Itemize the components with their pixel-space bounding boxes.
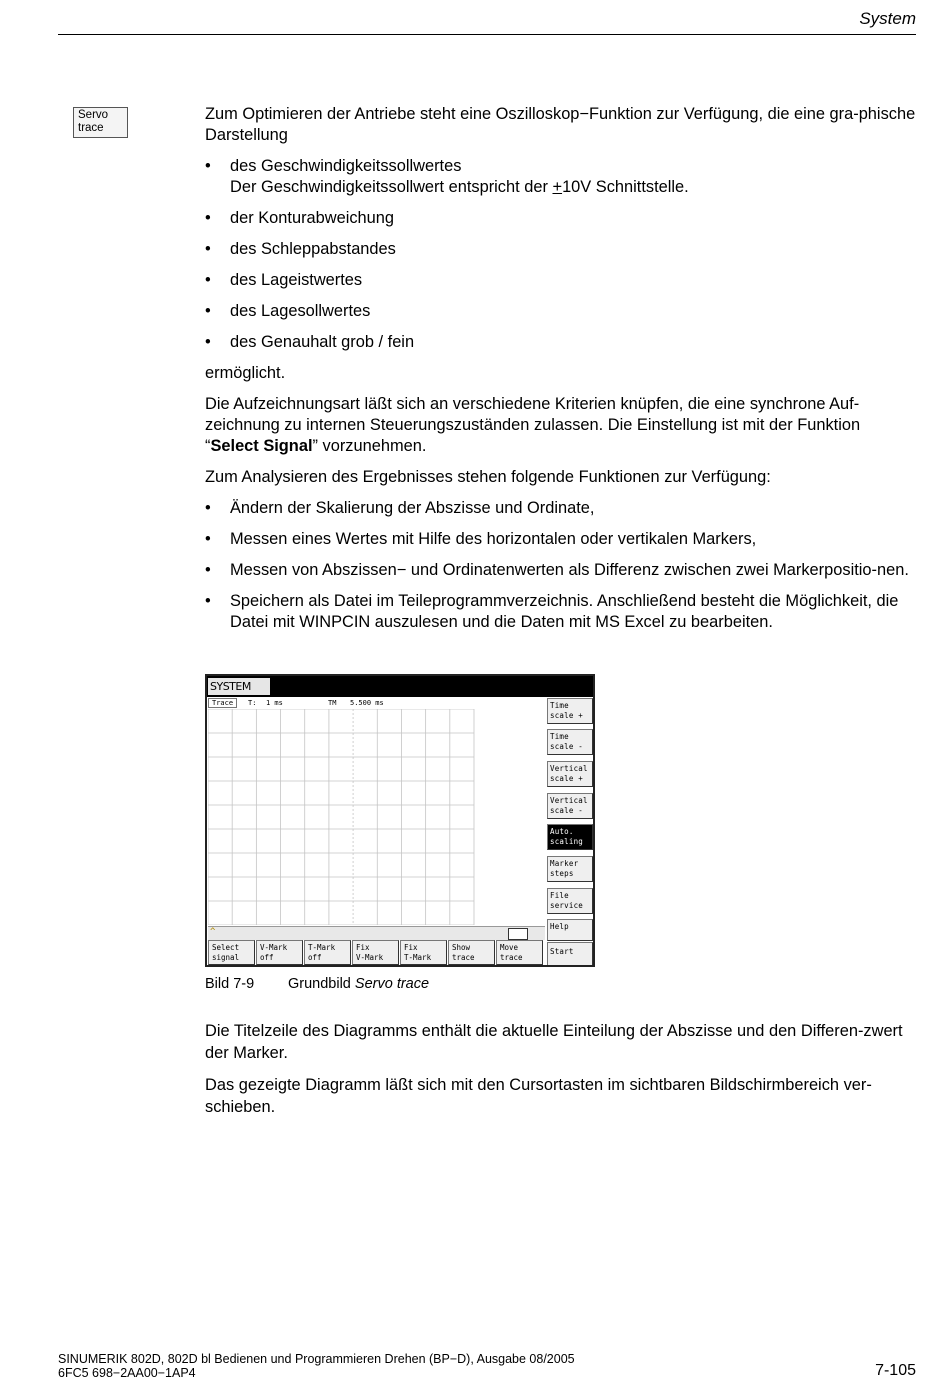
marker-steps-softkey[interactable] bbox=[547, 856, 593, 882]
select-signal-term: Select Signal bbox=[210, 437, 313, 455]
subtext-part: Der Geschwindigkeitssollwert entspricht der bbox=[230, 178, 553, 196]
screen-status-strip bbox=[208, 926, 545, 940]
cursor-paragraph: Das gezeigte Diagramm läßt sich mit den Cursortasten im sichtbaren Bildschirmbereich ver-schieben. bbox=[205, 1076, 872, 1116]
trace-grid bbox=[208, 709, 545, 925]
recording-paragraph bbox=[205, 394, 917, 457]
screen-title: SYSTEM bbox=[208, 678, 270, 695]
section-title: System bbox=[859, 9, 916, 28]
page-number: 7-105 bbox=[875, 1362, 916, 1379]
list-item-subtext bbox=[230, 177, 917, 198]
badge-line-2: trace bbox=[78, 122, 104, 134]
fix-v-mark-softkey[interactable] bbox=[352, 940, 399, 965]
tm-value: 5.500 ms bbox=[350, 699, 384, 707]
analysis-paragraph: Zum Analysieren des Ergebnisses stehen folgende Funktionen zur Verfügung: bbox=[205, 468, 771, 486]
paragraph-part: ” vorzunehmen. bbox=[312, 437, 427, 455]
softkey-line: T-Mark bbox=[404, 953, 432, 962]
softkey-line: service bbox=[550, 901, 584, 910]
vertical-scale-minus-softkey[interactable] bbox=[547, 793, 593, 819]
softkey-line: Marker bbox=[550, 859, 579, 868]
softkey-line: scale + bbox=[550, 774, 584, 783]
footer-line-2: 6FC5 698−2AA00−1AP4 bbox=[58, 1366, 196, 1380]
t-mark-off-softkey[interactable] bbox=[304, 940, 351, 965]
softkey-line: Show bbox=[452, 943, 471, 952]
softkey-line: Vertical bbox=[550, 796, 588, 805]
softkey-line: Help bbox=[550, 922, 569, 931]
softkey-line: Move bbox=[500, 943, 519, 952]
softkey-line: Start bbox=[550, 947, 574, 956]
auto-scaling-softkey[interactable] bbox=[547, 824, 593, 850]
help-softkey[interactable] bbox=[547, 919, 593, 941]
softkey-line: scale - bbox=[550, 742, 584, 751]
time-scale-minus-softkey[interactable] bbox=[547, 729, 593, 755]
softkey-line: File bbox=[550, 891, 569, 900]
show-trace-softkey[interactable] bbox=[448, 940, 495, 965]
list-item: • der Konturabweichung bbox=[205, 208, 917, 229]
softkey-line: trace bbox=[452, 953, 475, 962]
list-item: • des Lageistwertes bbox=[205, 270, 917, 291]
footer-document-info bbox=[58, 1352, 575, 1380]
paragraph-part: Die Aufzeichnungsart läßt sich an verschiedene Kriterien knüpfen, die eine synchrone Auf-zeichnung zu internen Steuerungszuständen zulassen. Die Einstellung ist mit der Funktion “ bbox=[205, 395, 861, 455]
softkey-line: Fix bbox=[404, 943, 418, 952]
softkey-line: steps bbox=[550, 869, 574, 878]
softkey-line: Fix bbox=[356, 943, 370, 952]
figure-number: Bild 7-9 bbox=[205, 976, 255, 992]
v-mark-off-softkey[interactable] bbox=[256, 940, 303, 965]
screen-title-bar bbox=[207, 676, 593, 697]
softkey-line: scale + bbox=[550, 711, 584, 720]
softkey-line: Time bbox=[550, 701, 569, 710]
tm-label: TM bbox=[328, 699, 337, 707]
softkey-line: V-Mark bbox=[356, 953, 384, 962]
main-text bbox=[205, 104, 917, 643]
softkey-line: off bbox=[308, 953, 322, 962]
softkey-line: V-Mark bbox=[260, 943, 288, 952]
t-label: T: bbox=[248, 699, 257, 707]
softkey-line: T-Mark bbox=[308, 943, 336, 952]
list-item: • des Lagesollwertes bbox=[205, 301, 917, 322]
softkey-line: scaling bbox=[550, 837, 584, 846]
figure-caption bbox=[205, 976, 429, 992]
softkey-line: Time bbox=[550, 732, 569, 741]
softkey-line: off bbox=[260, 953, 274, 962]
servo-trace-screen bbox=[205, 674, 595, 967]
servo-trace-softkey-badge bbox=[73, 107, 128, 138]
softkey-line: Select bbox=[212, 943, 240, 952]
vertical-scale-plus-softkey[interactable] bbox=[547, 761, 593, 787]
move-trace-softkey[interactable] bbox=[496, 940, 543, 965]
up-arrow-icon: ^ bbox=[210, 927, 216, 937]
header-rule bbox=[58, 34, 916, 35]
softkey-line: trace bbox=[500, 953, 523, 962]
plus-minus-sign: + bbox=[552, 178, 563, 196]
caption-italic: Servo trace bbox=[354, 976, 430, 992]
time-scale-plus-softkey[interactable] bbox=[547, 698, 593, 724]
fix-t-mark-softkey[interactable] bbox=[400, 940, 447, 965]
softkey-line: signal bbox=[212, 953, 240, 962]
trace-info-bar bbox=[208, 698, 545, 708]
list-item: • Speichern als Datei im Teileprogrammverzeichnis. Anschließend besteht die Möglichkeit, die Datei mit WINPCIN auszulesen und die Daten mit MS Excel zu bearbeiten. bbox=[205, 591, 917, 633]
caption-text: Grundbild bbox=[288, 976, 355, 992]
file-service-softkey[interactable] bbox=[547, 888, 593, 914]
softkey-line: Vertical bbox=[550, 764, 588, 773]
list-item: • des Genauhalt grob / fein bbox=[205, 332, 917, 353]
list-item-text: • des Geschwindigkeitssollwertes bbox=[230, 157, 462, 175]
footer-line-1: SINUMERIK 802D, 802D bl Bedienen und Programmieren Drehen (BP−D), Ausgabe 08/2005 bbox=[58, 1352, 575, 1366]
trace-label: Trace bbox=[208, 698, 237, 708]
enabled-paragraph: ermöglicht. bbox=[205, 364, 286, 382]
subtext-part: 10V Schnittstelle. bbox=[562, 178, 689, 196]
horizontal-softkeys bbox=[208, 940, 594, 965]
list-item: • des Schleppabstandes bbox=[205, 239, 917, 260]
title-line-paragraph: Die Titelzeile des Diagramms enthält die aktuelle Einteilung der Abszisse und den Differen-zwert der Marker. bbox=[205, 1022, 903, 1062]
softkey-line: scale - bbox=[550, 806, 584, 815]
list-item: • Ändern der Skalierung der Abszisse und Ordinate, bbox=[205, 498, 917, 519]
keyboard-icon bbox=[508, 928, 528, 940]
closing-text bbox=[205, 1020, 917, 1128]
softkey-line: Auto. bbox=[550, 827, 574, 836]
list-item: • Messen eines Wertes mit Hilfe des horizontalen oder vertikalen Markers, bbox=[205, 529, 917, 550]
badge-line-1: Servo bbox=[78, 109, 109, 121]
intro-paragraph: Zum Optimieren der Antriebe steht eine Oszilloskop−Funktion zur Verfügung, die eine gra-phische Darstellung bbox=[205, 105, 916, 144]
t-value: 1 ms bbox=[266, 699, 283, 707]
select-signal-softkey[interactable] bbox=[208, 940, 255, 965]
list-item: • Messen von Abszissen− und Ordinatenwerten als Differenz zwischen zwei Markerpositio-nen. bbox=[205, 560, 917, 581]
list-item bbox=[205, 156, 917, 198]
